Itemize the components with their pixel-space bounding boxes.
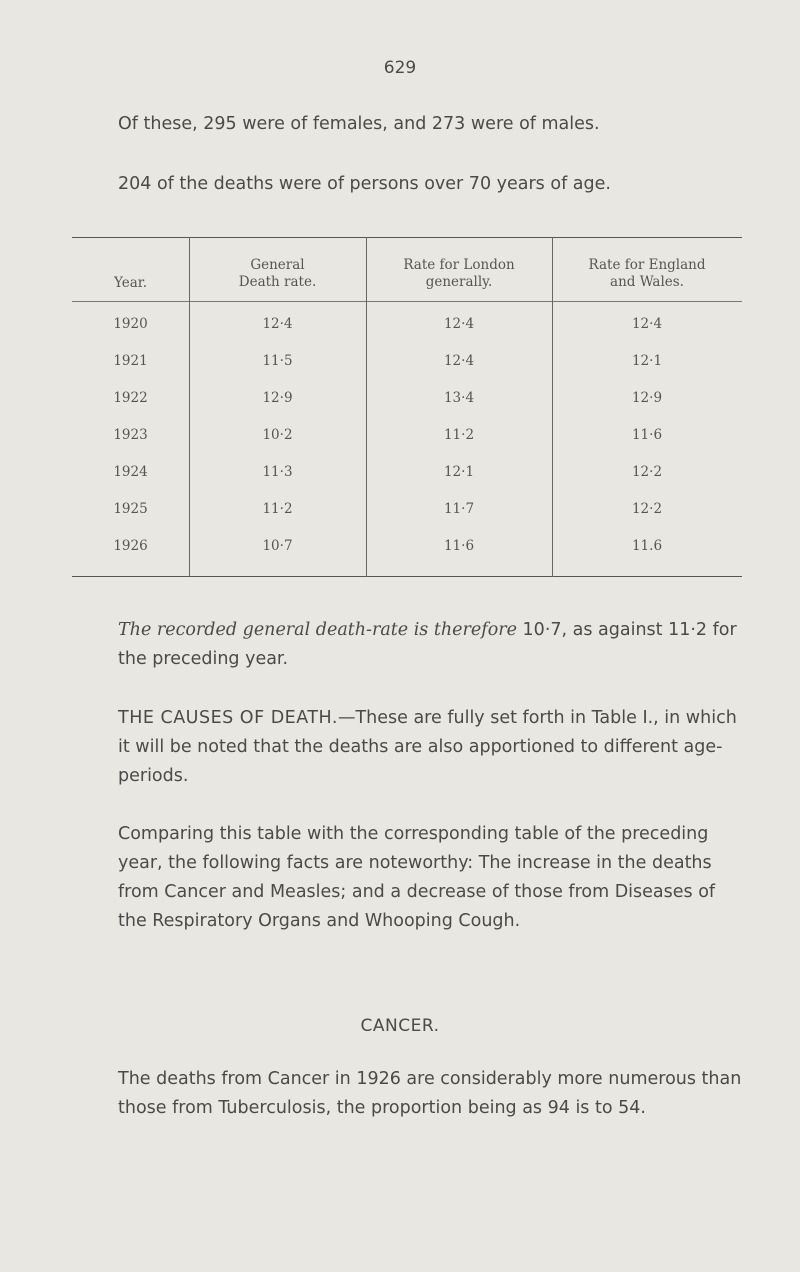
cell-london-rate: 12·4: [443, 316, 475, 332]
paragraph-sex-breakdown: Of these, 295 were of females, and 273 were of males.: [118, 114, 600, 134]
header-general-death-rate: General Death rate.: [238, 257, 317, 290]
table-top-rule: [72, 237, 742, 238]
cell-general-rate: 11·5: [262, 353, 293, 369]
paragraph-age-breakdown: 204 of the deaths were of persons over 70 years of age.: [118, 174, 611, 194]
cell-london-rate: 11·2: [443, 427, 475, 443]
paragraph-recorded-rate: [118, 616, 743, 674]
cell-london-rate: 11·7: [443, 501, 475, 517]
cell-year: 1921: [113, 353, 148, 369]
table-bottom-rule: [72, 576, 742, 577]
cell-year: 1925: [113, 501, 148, 517]
cell-england-rate: 11·6: [631, 427, 663, 443]
section-heading-cancer: CANCER.: [360, 1016, 440, 1036]
causes-text: —These are fully set forth in Table I., in which it will be noted that the deaths are also apportioned to different age-periods.: [118, 708, 737, 786]
cell-general-rate: 12·9: [262, 390, 293, 406]
cell-london-rate: 12·1: [443, 464, 475, 480]
cell-england-rate: 12·2: [631, 501, 663, 517]
cell-london-rate: 11·6: [443, 538, 475, 554]
cell-england-rate: 11.6: [631, 538, 663, 554]
paragraph-comparison: Comparing this table with the corresponding table of the preceding year, the following facts are noteworthy: The increase in the deaths from Cancer and Measles; and a decrease of those from Diseases of the Respiratory Organs and Whooping Cough.: [118, 824, 716, 931]
cell-general-rate: 10·2: [262, 427, 293, 443]
cell-year: 1924: [113, 464, 148, 480]
paragraph-cancer: The deaths from Cancer in 1926 are considerably more numerous than those from Tuberculosis, the proportion being as 94 is to 54.: [118, 1069, 742, 1118]
recorded-rate-rest: 10·7, as against 11·2 for the preceding year.: [118, 620, 737, 669]
recorded-rate-italic: The recorded general death-rate is therefore: [118, 620, 517, 640]
cell-year: 1922: [113, 390, 148, 406]
header-london-rate: Rate for London generally.: [403, 257, 515, 290]
header-england-wales-rate: Rate for England and Wales.: [588, 257, 706, 290]
cell-general-rate: 11·3: [262, 464, 293, 480]
cell-general-rate: 12·4: [262, 316, 293, 332]
header-year: Year.: [113, 274, 148, 291]
cell-year: 1926: [113, 538, 148, 554]
cell-year: 1920: [113, 316, 148, 332]
cell-england-rate: 12·1: [631, 353, 663, 369]
page-number: 629: [383, 58, 417, 78]
paragraph-causes-of-death: [118, 704, 743, 791]
cell-england-rate: 12·4: [631, 316, 663, 332]
table-header-rule: [72, 301, 742, 302]
causes-heading: THE CAUSES OF DEATH.: [118, 708, 338, 728]
cell-london-rate: 13·4: [443, 390, 475, 406]
cell-year: 1923: [113, 427, 148, 443]
death-rate-table: [72, 237, 742, 577]
cell-england-rate: 12·9: [631, 390, 663, 406]
cell-england-rate: 12·2: [631, 464, 663, 480]
cell-general-rate: 10·7: [262, 538, 293, 554]
cell-london-rate: 12·4: [443, 353, 475, 369]
cell-general-rate: 11·2: [262, 501, 293, 517]
